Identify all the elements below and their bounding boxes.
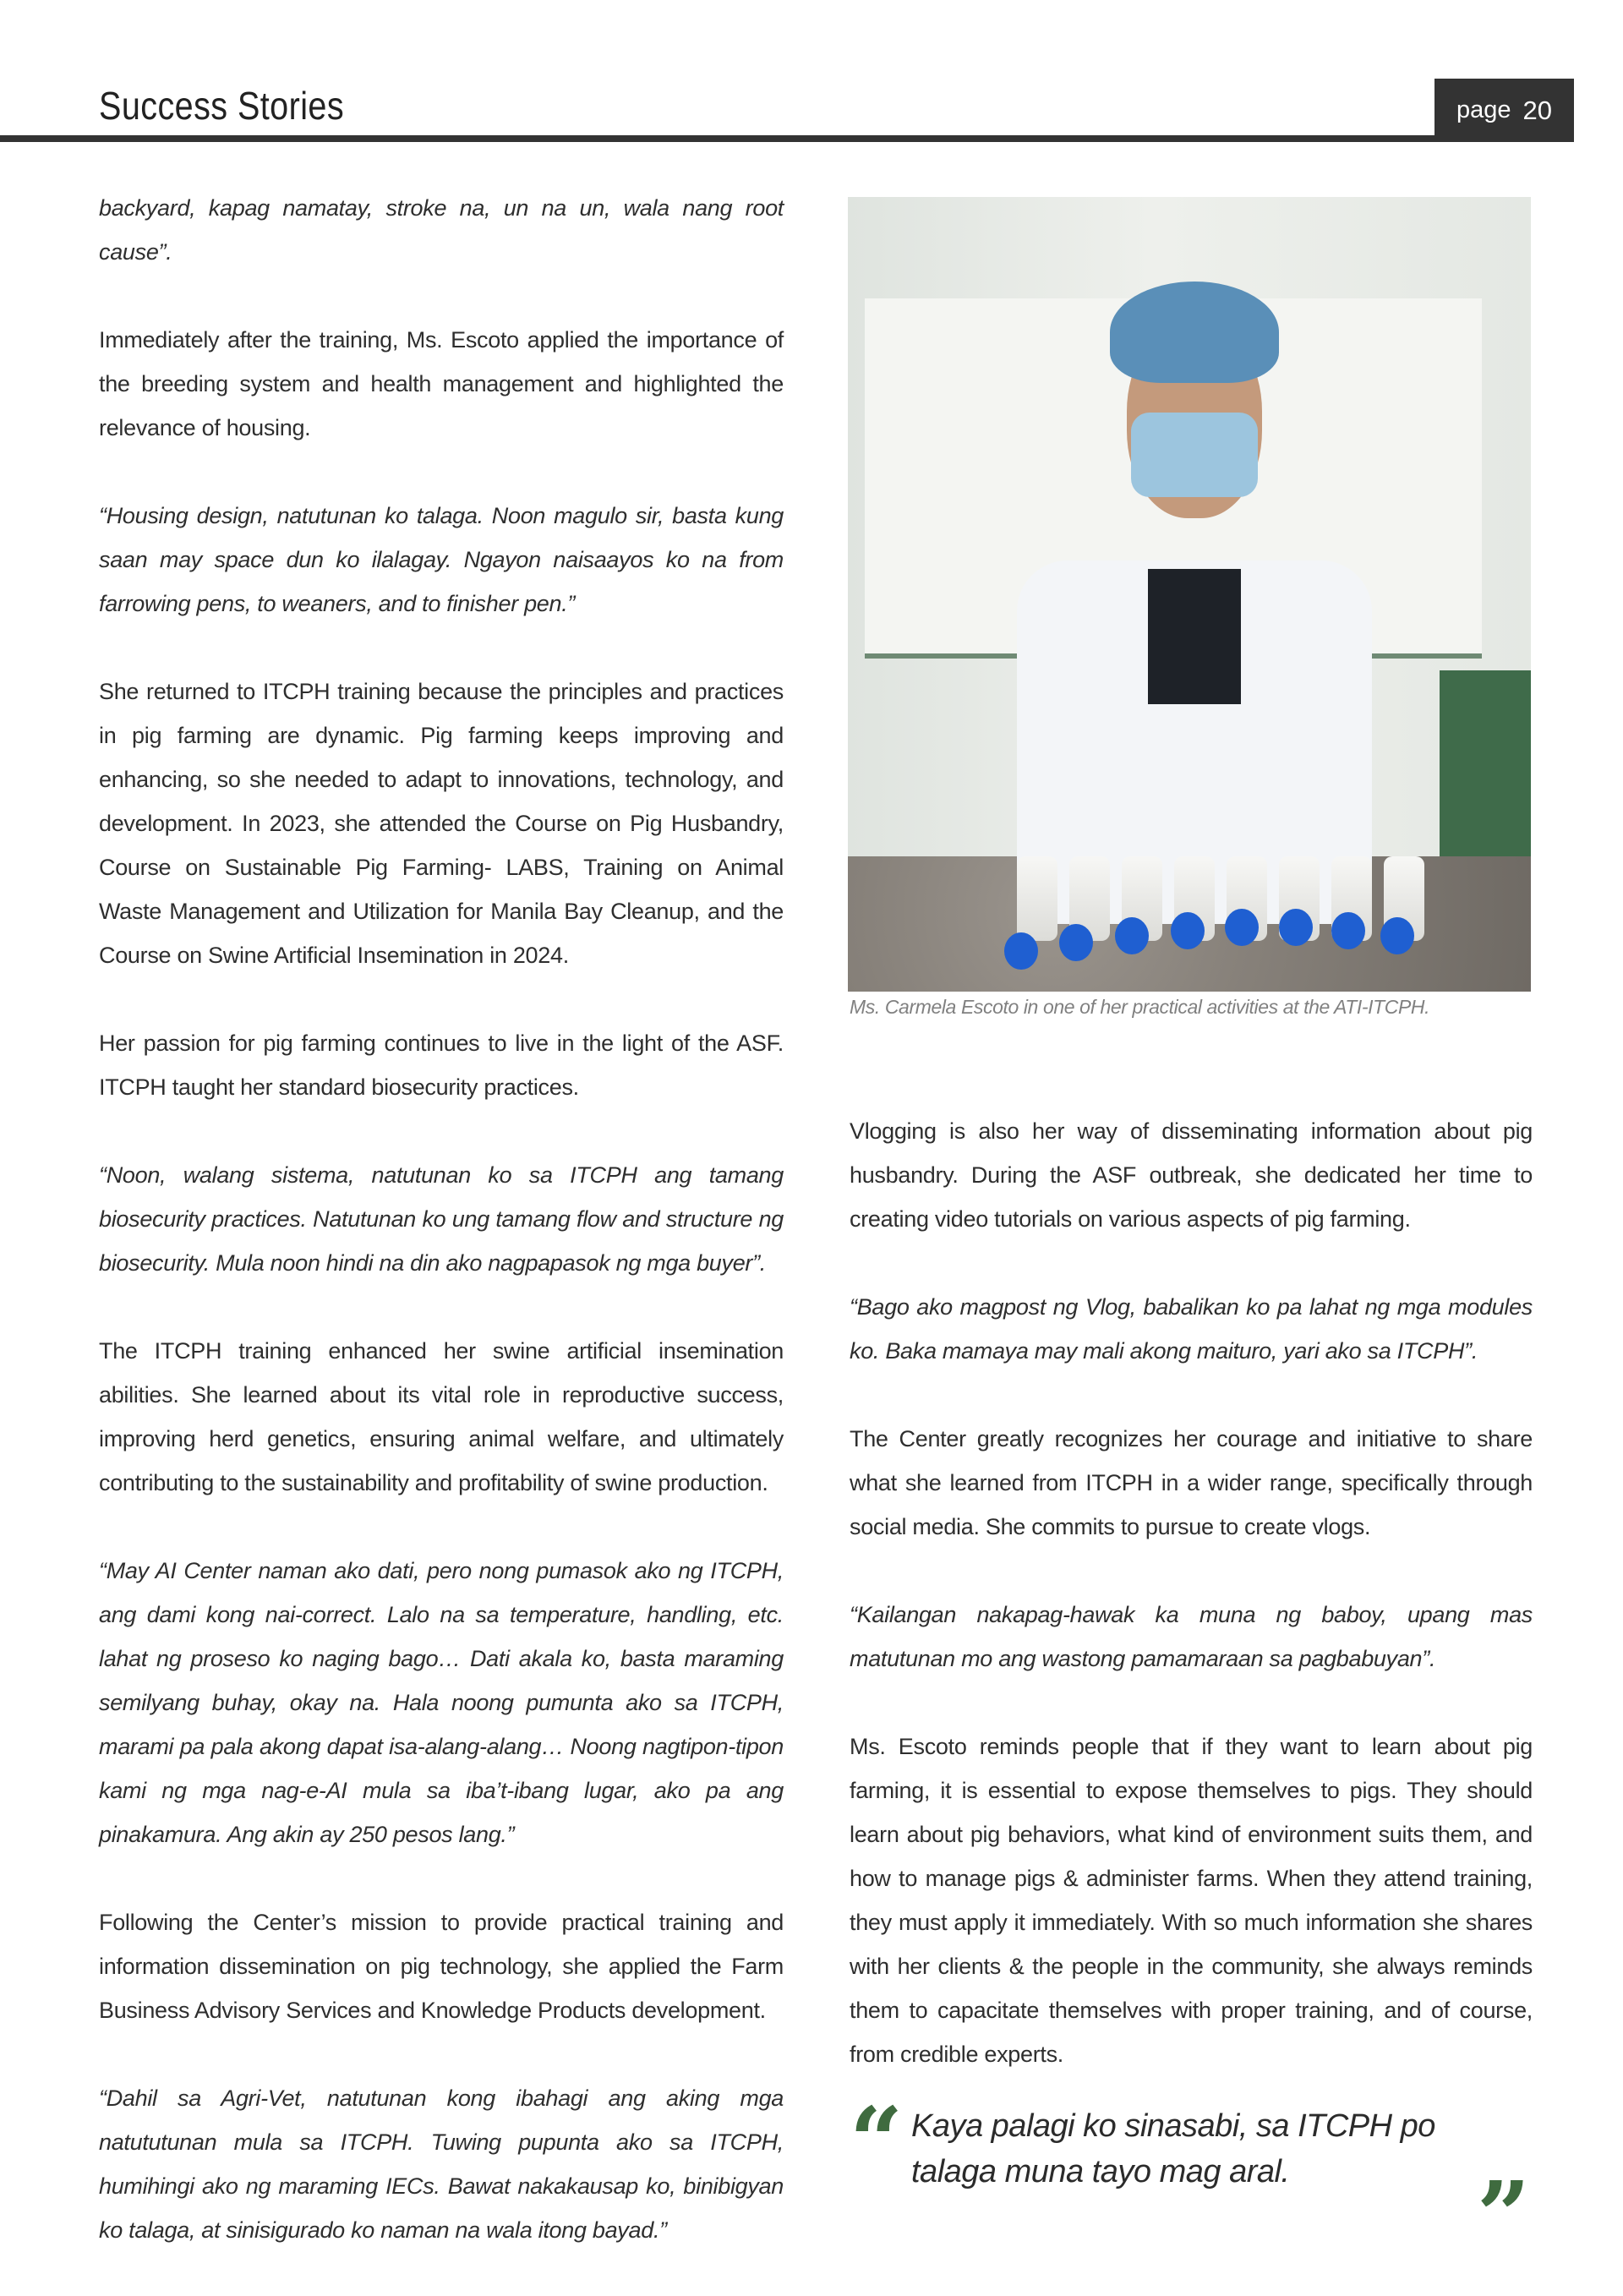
close-quote-icon: ” xyxy=(1477,2161,1531,2270)
paragraph: Following the Center’s mission to provide practical training and information dissemination on pig technology, she applied the Farm Business Advisory Services and Knowledge Products development. xyxy=(99,1910,784,2023)
photo-bottle-tip xyxy=(1115,917,1149,954)
left-column xyxy=(99,186,784,2296)
open-quote-icon: “ xyxy=(850,2086,904,2195)
photo-caption: Ms. Carmela Escoto in one of her practical activities at the ATI-ITCPH. xyxy=(850,996,1430,1018)
photo-shirt xyxy=(1148,569,1241,704)
paragraph: “Housing design, natutunan ko talaga. Noon magulo sir, basta kung saan may space dun ko ilalagay. Ngayon naisaayos ko na from farrowing pens, to weaners, and to finisher pen.” xyxy=(99,503,784,616)
pull-quote-text: Kaya palagi ko sinasabi, sa ITCPH po talaga muna tayo mag aral. xyxy=(911,2108,1435,2189)
photo-bottle-tip xyxy=(1171,912,1205,949)
page-label: page xyxy=(1456,96,1511,123)
photo-bottle-tip xyxy=(1225,909,1259,946)
photo-face-mask xyxy=(1131,413,1258,497)
paragraph: Ms. Escoto reminds people that if they want to learn about pig farming, it is essential to expose themselves to pigs. They should learn about pig behaviors, what kind of environment suits them, and how to manage pigs & administer farms. When they attend training, they must apply it immediately. With so much information she shares with her clients & the people in the community, she always reminds them to capacitate themselves with proper training, and of course, from credible experts. xyxy=(850,1734,1533,2067)
photo-bottle-tip xyxy=(1331,912,1365,949)
paragraph: “May AI Center naman ako dati, pero nong pumasok ako ng ITCPH, ang dami kong nai-correct. Lalo na sa temperature, handling, etc. lahat ng proseso ko naging bago… Dati akala ko, basta maraming semilyang buhay, okay na. Hala noong pumunta ako sa ITCPH, marami pa pala akong dapat isa-alang-alang… Noong nagtipon-tipon kami ng mga nag-e-AI mula sa iba’t-ibang lugar, ako pa ang pinakamura. Ang akin ay 250 pesos lang.” xyxy=(99,1558,784,1847)
photo-green-panel xyxy=(1440,670,1531,856)
page-number-badge xyxy=(1434,79,1574,142)
feature-photo xyxy=(848,197,1531,992)
photo-bottle-tip xyxy=(1279,909,1313,946)
page-number: 20 xyxy=(1522,95,1552,125)
paragraph: The ITCPH training enhanced her swine artificial insemination abilities. She learned about its vital role in reproductive success, improving herd genetics, ensuring animal welfare, and ultimately contributing to the sustainability and profitability of swine production. xyxy=(99,1338,784,1495)
photo-bottle-tip xyxy=(1004,932,1038,970)
pull-quote xyxy=(850,2086,1533,2270)
paragraph: Her passion for pig farming continues to live in the light of the ASF. ITCPH taught her standard biosecurity practices. xyxy=(99,1030,784,1100)
photo-hair-cap xyxy=(1110,282,1279,383)
paragraph: Immediately after the training, Ms. Escoto applied the importance of the breeding system and health management and highlighted the relevance of housing. xyxy=(99,327,784,440)
paragraph: The Center greatly recognizes her courage and initiative to share what she learned from ITCPH in a wider range, specifically through social media. She commits to pursue to create vlogs. xyxy=(850,1426,1533,1539)
paragraph: “Bago ako magpost ng Vlog, babalikan ko pa lahat ng mga modules ko. Baka mamaya may mali akong maituro, yari ako sa ITCPH”. xyxy=(850,1294,1533,1364)
photo-bottle-tip xyxy=(1380,917,1414,954)
paragraph: She returned to ITCPH training because the principles and practices in pig farming are dynamic. Pig farming keeps improving and enhancing, so she needed to adapt to innovations, technology, and development. In 2023, she attended the Course on Pig Husbandry, Course on Sustainable Pig Farming- LABS, Training on Animal Waste Management and Utilization for Manila Bay Cleanup, and the Course on Swine Artificial Insemination in 2024. xyxy=(99,679,784,968)
section-title: Success Stories xyxy=(99,84,345,128)
paragraph: backyard, kapag namatay, stroke na, un na un, wala nang root cause”. xyxy=(99,195,784,265)
photo-bottle-tip xyxy=(1059,924,1093,961)
photo-bottle xyxy=(1017,856,1057,941)
paragraph: “Kailangan nakapag-hawak ka muna ng baboy, upang mas matutunan mo ang wastong pamamaraan sa pagbabuyan”. xyxy=(850,1602,1533,1671)
right-column xyxy=(850,1109,1533,2120)
header-rule xyxy=(0,135,1574,142)
paragraph: Vlogging is also her way of disseminating information about pig husbandry. During the ASF outbreak, she dedicated her time to creating video tutorials on various aspects of pig farming. xyxy=(850,1118,1533,1232)
paragraph: “Noon, walang sistema, natutunan ko sa ITCPH ang tamang biosecurity practices. Natutunan ko ung tamang flow and structure ng biosecurity. Mula noon hindi na din ako nagpapasok ng mga buyer”. xyxy=(99,1162,784,1276)
paragraph: “Dahil sa Agri-Vet, natutunan kong ibahagi ang aking mga natututunan mula sa ITCPH. Tuwing pupunta ako sa ITCPH, humihingi ako ng maraming IECs. Bawat nakakausap ko, binibigyan ko talaga, at sinisigurado ko naman na wala itong bayad.” xyxy=(99,2086,784,2243)
